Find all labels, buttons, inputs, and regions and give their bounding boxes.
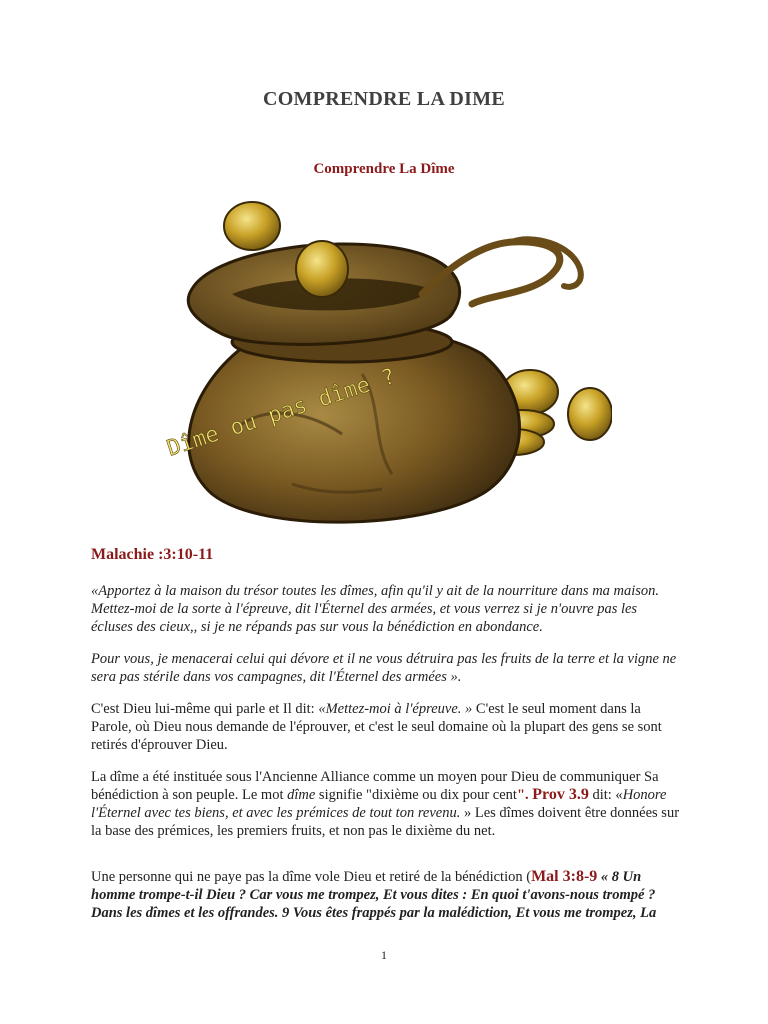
bible-reference: Mal 3:8-9 [531,868,598,885]
reference-heading [91,546,681,564]
bible-reference: Prov 3.9 [532,786,589,803]
paragraph-text: Une personne qui ne paye pas la dîme vole Dieu et retiré de la bénédiction ( [91,869,532,885]
reference-heading-text: Malachie :3:10-11 [91,546,214,563]
emphasized-word: dîme [287,787,316,803]
page-subtitle: Comprendre La Dîme [313,161,455,177]
paragraph-vol-de-dieu [91,868,681,922]
page-number: 1 [381,948,387,962]
paragraph-text: C'est le seul moment dans la Parole, où Dieu nous demande de l'éprouver, et c'est le seul domaine où la plupart des gens se sont retirés d'éprouver Dieu. [91,701,662,753]
paragraph-malachie-quote: «Apportez à la maison du trésor toutes les dîmes, afin qu'il y ait de la nourriture dans ma maison. Mettez-moi de la sorte à l'épreuve, dit l'Éternel des armées, et vous verrez si je n'ouvre pas les écluses des cieux,, si je ne répands pas sur vous la bénédiction en abondance. [91,583,660,635]
paragraph-quote: « 8 Un homme trompe-t-il Dieu ? Car vous me trompez, Et vous dites : En quoi t'avons-nous trompé ? Dans les dîmes et les offrandes. 9 Vous êtes frappés par la malédiction, Et vous me trompez, La [91,869,657,921]
paragraph-quote: «Mettez-moi à l'épreuve. » [318,701,473,717]
money-bag-illustration [152,194,612,532]
paragraph-text: La dîme a été instituée sous l'Ancienne Alliance comme un moyen pour Dieu de communiquer Sa bénédiction à son peuple. Le mot [91,769,659,803]
paragraph-dime-definition [91,768,681,840]
paragraph-malachie-quote-continued: Pour vous, je menacerai celui qui dévore et il ne vous détruira pas les fruits de la terre et la vigne ne sera pas stérile dans vos campagnes, dit l'Éternel des armées ». [91,651,677,685]
paragraph-text: C'est Dieu lui-même qui parle et Il dit: [91,701,319,717]
bag-caption: Dîme ou pas dîme ? [164,364,399,462]
quote-mark: ". [516,787,529,803]
paragraph-explanation [91,700,681,754]
page-title: COMPRENDRE LA DIME [262,88,506,110]
paragraph-text: signifie "dixième ou dix pour cent [315,787,517,803]
paragraph-text: dit: « [588,787,623,803]
paragraph-text: » Les dîmes doivent être données sur la base des prémices, les premiers fruits, et non pas le dixième du net. [91,805,680,839]
paragraph-quote: Honore l'Éternel avec tes biens, et avec les prémices de tout ton revenu. [91,787,667,821]
